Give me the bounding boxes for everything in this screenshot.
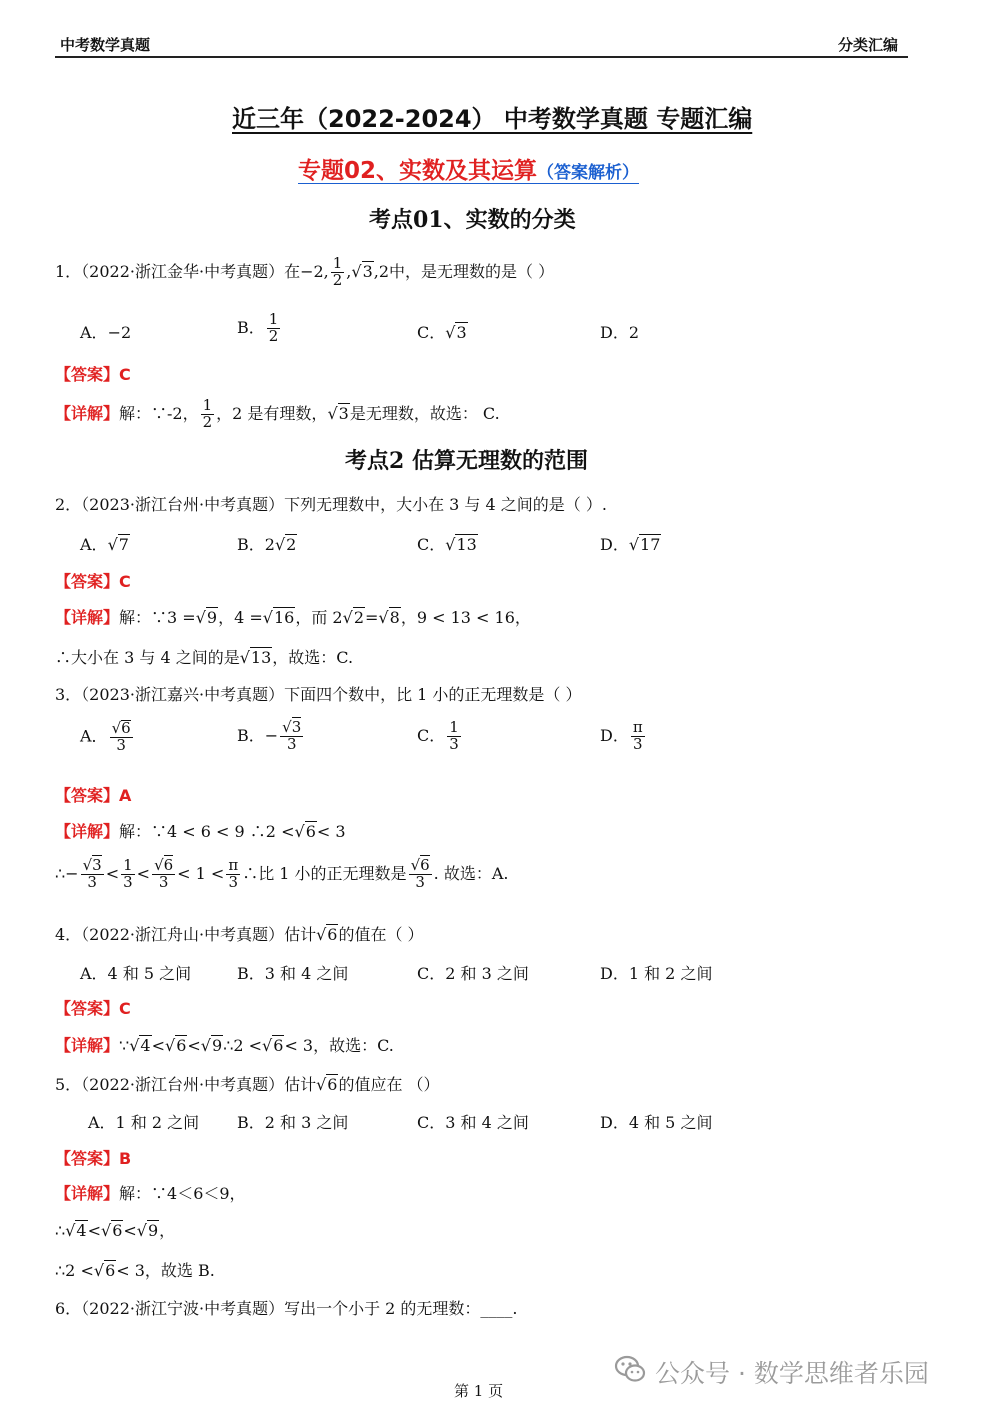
q1-option-b-den: 2 xyxy=(268,326,279,345)
q2-d1-sqrt2: √16 xyxy=(262,608,295,627)
q1-option-c-radicand: 3 xyxy=(456,323,467,342)
q3-d2-frac5-den: 3 xyxy=(415,872,425,891)
q3-d2-frac5 xyxy=(409,858,432,891)
q4-d-rad2: 6 xyxy=(176,1036,187,1055)
q2-option-b-radicand: 2 xyxy=(286,535,297,554)
q4-stem-sqrt: √6 xyxy=(316,925,338,944)
q2-d2-a: ∴大小在 3 与 4 之间的是 xyxy=(55,648,240,667)
q2-d1-b: ，4 = xyxy=(218,608,263,627)
q5-option-b: B．2 和 3 之间 xyxy=(237,1113,349,1132)
q5-detail-label: 【详解】 xyxy=(55,1184,120,1203)
q4-d-rad1: 4 xyxy=(140,1036,151,1055)
q5-option-a: A．1 和 2 之间 xyxy=(88,1113,200,1132)
q3-d2-frac5-rad: 6 xyxy=(420,856,430,874)
page-title: 近三年（2022-2024） 中考数学真题 专题汇编 xyxy=(232,105,753,133)
section-title-1: 考点01、实数的分类 xyxy=(369,207,576,233)
q2-option-d-radicand: 17 xyxy=(640,535,661,554)
q1-option-c xyxy=(417,320,468,343)
q1-fraction xyxy=(331,256,345,289)
q2-option-a-label: A． xyxy=(80,535,108,554)
q2-option-a xyxy=(80,532,130,555)
q5-d2-a: ∴ xyxy=(55,1221,66,1240)
q2-d1-rad4: 8 xyxy=(389,608,400,627)
q2-option-b xyxy=(237,532,297,555)
q3-option-b-sign: − xyxy=(264,725,279,745)
q3-option-c-den: 3 xyxy=(449,734,459,753)
q3-option-a xyxy=(80,720,135,754)
q5-d2-b: < xyxy=(87,1221,101,1240)
q2-d1-d: = xyxy=(365,608,379,627)
q1-nums-b: , xyxy=(346,261,352,281)
q2-d1-e: ，9 < 13 < 16， xyxy=(400,608,531,627)
q5-answer-value: B xyxy=(119,1149,132,1168)
q3-d2-frac4-den: 3 xyxy=(228,872,239,891)
q4-option-a: A．4 和 5 之间 xyxy=(80,964,192,983)
q3-answer-label: 【答案】 xyxy=(55,786,120,805)
q5-d3-rad: 6 xyxy=(105,1261,116,1280)
q4-answer-label: 【答案】 xyxy=(55,999,120,1018)
q5-d2-d: ， xyxy=(159,1221,176,1240)
q5-d2-c: < xyxy=(123,1221,137,1240)
q3-option-c-num: 1 xyxy=(449,718,459,736)
q1-sqrt: √3 xyxy=(351,261,373,281)
question-2: 2．（2023·浙江台州·中考真题）下列无理数中，大小在 3 与 4 之间的是（ ）. xyxy=(55,495,607,514)
q3-option-a-label: A． xyxy=(80,726,108,746)
q5-d2-sqrt1: √4 xyxy=(65,1221,87,1240)
q2-option-c-label: C． xyxy=(417,535,446,554)
q2-d1-c: ，而 2 xyxy=(295,608,343,627)
q3-option-a-radicand: 6 xyxy=(121,719,131,737)
q2-option-d-label: D． xyxy=(600,535,629,554)
q4-answer-value: C xyxy=(119,999,131,1018)
q4-d-sqrt3: √9 xyxy=(200,1036,223,1055)
q2-option-c-sqrt: √13 xyxy=(445,535,477,554)
q1-sqrt-radicand: 3 xyxy=(362,261,373,281)
q5-option-c: C．3 和 4 之间 xyxy=(417,1113,529,1132)
question-1 xyxy=(55,256,554,289)
q1-detail-sqrt: √3 xyxy=(327,403,349,423)
q1-detail-frac xyxy=(201,398,215,431)
q3-d2-frac2-den: 3 xyxy=(123,872,133,891)
q5-d3-sqrt: √6 xyxy=(93,1261,116,1280)
q4-stem-rad: 6 xyxy=(327,925,338,944)
q1-answer-value: C xyxy=(119,365,131,384)
q3-option-c-label: C． xyxy=(417,725,446,745)
q2-option-c xyxy=(417,532,478,555)
q2-option-b-label: B． xyxy=(237,535,265,554)
q2-answer xyxy=(55,569,131,592)
q1-nums-a: −2, xyxy=(300,261,329,281)
q5-d3-b: < 3，故选 B. xyxy=(116,1261,215,1280)
q1-option-c-label: C． xyxy=(417,323,446,342)
q1-frac-den: 2 xyxy=(332,270,343,289)
q2-d1-sqrt4: √8 xyxy=(378,608,400,627)
q2-option-b-coef: 2 xyxy=(264,535,275,554)
q3-d2-frac4-num: π xyxy=(228,856,239,874)
q3-d2-frac5-num: √6 xyxy=(410,856,430,874)
q2-detail-label: 【详解】 xyxy=(55,608,120,627)
q1-option-b-label: B． xyxy=(237,317,265,337)
q3-d2-lt3: < 1 < xyxy=(177,863,225,883)
q3-d2-b: ∴比 1 小的正无理数是 xyxy=(242,863,407,883)
q5-stem-b: 的值应在 （） xyxy=(338,1075,440,1094)
header-divider xyxy=(55,56,908,58)
q3-option-d-frac xyxy=(631,720,645,753)
q5-d2-rad3: 9 xyxy=(147,1221,159,1240)
q5-option-d: D．4 和 5 之间 xyxy=(600,1113,713,1132)
q3-d1-rad: 6 xyxy=(305,822,316,841)
q5-d2-rad2: 6 xyxy=(112,1221,123,1240)
q5-detail-line-1 xyxy=(55,1181,246,1204)
q4-d-c: < xyxy=(187,1036,201,1055)
q3-d2-a: ∴− xyxy=(55,863,79,883)
q4-option-d: D．1 和 2 之间 xyxy=(600,964,713,983)
q3-option-a-frac xyxy=(110,720,133,754)
q3-d2-frac3 xyxy=(152,858,175,891)
question-4 xyxy=(55,922,424,945)
q1-detail-b: ，2 是有理数， xyxy=(216,403,328,423)
subtitle-main: 专题02、实数及其运算 xyxy=(298,158,538,184)
q3-option-c xyxy=(417,720,463,753)
q5-d2-rad1: 4 xyxy=(76,1221,87,1240)
q1-frac-num: 1 xyxy=(332,254,343,272)
q2-answer-label: 【答案】 xyxy=(55,572,120,591)
q3-d2-frac2-num: 1 xyxy=(123,856,133,874)
q1-detail-frac-num: 1 xyxy=(202,396,213,414)
q5-detail-line-3 xyxy=(55,1258,215,1281)
question-6: 6．（2022·浙江宁波·中考真题）写出一个小于 2 的无理数：____. xyxy=(55,1299,518,1318)
q3-d2-c: . 故选：A. xyxy=(433,863,509,883)
q2-d1-sqrt3: √2 xyxy=(342,608,365,627)
q5-answer xyxy=(55,1146,131,1169)
q3-d2-frac3-num: √6 xyxy=(154,856,174,874)
page-number: 第 1 页 xyxy=(454,1382,504,1400)
q3-d2-lt2: < xyxy=(136,863,151,883)
q3-d2-lt1: < xyxy=(105,863,120,883)
watermark-text: 公众号 · 数学思维者乐园 xyxy=(655,1359,929,1388)
q3-option-c-frac xyxy=(447,720,461,753)
q3-option-d-num: π xyxy=(632,718,643,736)
q3-d2-frac1 xyxy=(81,858,104,891)
q4-stem-a: 4．（2022·浙江舟山·中考真题）估计 xyxy=(55,925,317,944)
q1-stem-a: 1．（2022·浙江金华·中考真题）在 xyxy=(55,261,301,281)
q1-option-a xyxy=(80,320,131,343)
q2-option-b-sqrt: √2 xyxy=(274,535,297,554)
q3-option-d-den: 3 xyxy=(633,734,643,753)
q2-d1-rad1: 9 xyxy=(206,608,218,627)
q3-detail-line-2 xyxy=(55,858,509,891)
q1-stem-b: 中，是无理数的是（ ） xyxy=(389,261,555,281)
q2-d2-rad: 13 xyxy=(250,648,272,667)
q2-d1: 解：∵3 = xyxy=(119,608,196,627)
q3-d1-b: < 3 xyxy=(316,822,346,841)
q5-d2-sqrt2: √6 xyxy=(100,1221,123,1240)
q3-option-b-radicand: 3 xyxy=(291,718,302,736)
question-3: 3．（2023·浙江嘉兴·中考真题）下面四个数中，比 1 小的正无理数是（ ） xyxy=(55,685,582,704)
q4-detail-label: 【详解】 xyxy=(55,1036,120,1055)
q4-d-rad3: 9 xyxy=(212,1036,223,1055)
q3-d2-frac4 xyxy=(226,858,240,891)
q3-option-b-den: 3 xyxy=(286,734,297,753)
q3-detail-label: 【详解】 xyxy=(55,822,120,841)
q4-option-c: C．2 和 3 之间 xyxy=(417,964,529,983)
q4-d-sqrt4: √6 xyxy=(262,1036,284,1055)
q1-detail-a: 解：∵-2， xyxy=(119,403,199,423)
q3-option-b-frac xyxy=(280,720,303,753)
q3-d2-frac2 xyxy=(121,858,135,891)
q3-option-a-den: 3 xyxy=(116,735,126,754)
q2-detail-line-1 xyxy=(55,605,531,628)
q3-d1-a: 解：∵4 < 6 < 9 ∴2 < xyxy=(119,822,295,841)
q2-detail-line-2 xyxy=(55,645,353,668)
header-left: 中考数学真题 xyxy=(60,36,151,54)
q1-detail-label: 【详解】 xyxy=(55,403,120,423)
q1-nums-c: ,2 xyxy=(373,261,390,281)
q3-answer-value: A xyxy=(119,786,132,805)
q1-option-b xyxy=(237,312,282,345)
q5-detail-line-2 xyxy=(55,1218,175,1241)
q4-d-b: < xyxy=(151,1036,165,1055)
q5-stem-a: 5．（2022·浙江台州·中考真题）估计 xyxy=(55,1075,317,1094)
q4-d-sqrt2: √6 xyxy=(165,1036,187,1055)
q2-d2-b: ，故选：C. xyxy=(272,648,354,667)
q1-option-d: D．2 xyxy=(600,323,640,342)
q3-d2-frac1-rad: 3 xyxy=(92,856,102,874)
q4-answer xyxy=(55,996,131,1019)
q1-option-c-sqrt: √3 xyxy=(445,323,467,342)
q3-option-a-num: √6 xyxy=(111,719,131,737)
q5-stem-rad: 6 xyxy=(327,1075,338,1094)
q2-option-d xyxy=(600,532,661,555)
q1-option-b-frac xyxy=(267,312,281,345)
q4-d-d: ∴2 < xyxy=(223,1036,263,1055)
q4-d-rad4: 6 xyxy=(273,1036,284,1055)
q2-d1-rad2: 16 xyxy=(273,608,295,627)
q4-stem-b: 的值在（ ） xyxy=(338,925,424,944)
q3-answer xyxy=(55,783,131,806)
q1-answer xyxy=(55,362,131,385)
q1-detail-c: 是无理数，故选： C. xyxy=(349,403,500,423)
q3-detail-line-1 xyxy=(55,819,346,842)
q1-detail xyxy=(55,398,500,431)
q3-d2-frac3-rad: 6 xyxy=(163,856,174,874)
q1-option-b-num: 1 xyxy=(268,310,279,328)
wechat-icon xyxy=(613,1352,647,1386)
q3-d2-frac1-den: 3 xyxy=(87,872,97,891)
q5-d2-sqrt3: √9 xyxy=(136,1221,159,1240)
section-title-2: 考点2 估算无理数的范围 xyxy=(345,448,588,474)
q1-option-a-value: −2 xyxy=(107,323,132,342)
q2-option-a-sqrt: √7 xyxy=(107,535,129,554)
q1-detail-radicand: 3 xyxy=(338,403,349,423)
q3-option-b-num: √3 xyxy=(282,718,302,736)
subtitle-answer: （答案解析） xyxy=(537,163,640,183)
q1-detail-frac-den: 2 xyxy=(202,412,213,431)
q5-d1: 解：∵4＜6＜9， xyxy=(119,1184,246,1203)
q2-d2-sqrt: √13 xyxy=(239,648,272,667)
q5-d3-a: ∴2 < xyxy=(55,1261,94,1280)
q3-option-b xyxy=(237,720,305,753)
q2-d1-sqrt1: √9 xyxy=(195,608,218,627)
q4-detail xyxy=(55,1033,394,1056)
q5-answer-label: 【答案】 xyxy=(55,1149,120,1168)
q3-d1-sqrt: √6 xyxy=(294,822,316,841)
q4-d-e: < 3，故选：C. xyxy=(284,1036,394,1055)
q4-d-a: ∵ xyxy=(119,1036,130,1055)
page-subtitle xyxy=(298,152,639,185)
q3-option-d-label: D． xyxy=(600,725,629,745)
q2-option-c-radicand: 13 xyxy=(456,535,477,554)
q2-option-d-sqrt: √17 xyxy=(628,535,661,554)
q3-d2-frac3-den: 3 xyxy=(158,872,169,891)
q4-option-b: B．3 和 4 之间 xyxy=(237,964,349,983)
q3-d2-frac1-num: √3 xyxy=(82,856,102,874)
q1-answer-label: 【答案】 xyxy=(55,365,120,384)
q4-d-sqrt1: √4 xyxy=(129,1036,151,1055)
q1-option-a-label: A． xyxy=(80,323,108,342)
question-5 xyxy=(55,1072,440,1095)
q2-option-a-radicand: 7 xyxy=(118,535,129,554)
q3-option-b-label: B． xyxy=(237,725,265,745)
q2-answer-value: C xyxy=(119,572,131,591)
q2-d1-rad3: 2 xyxy=(353,608,365,627)
header-right: 分类汇编 xyxy=(838,36,899,54)
q3-option-d xyxy=(600,720,647,753)
q5-stem-sqrt: √6 xyxy=(316,1075,338,1094)
